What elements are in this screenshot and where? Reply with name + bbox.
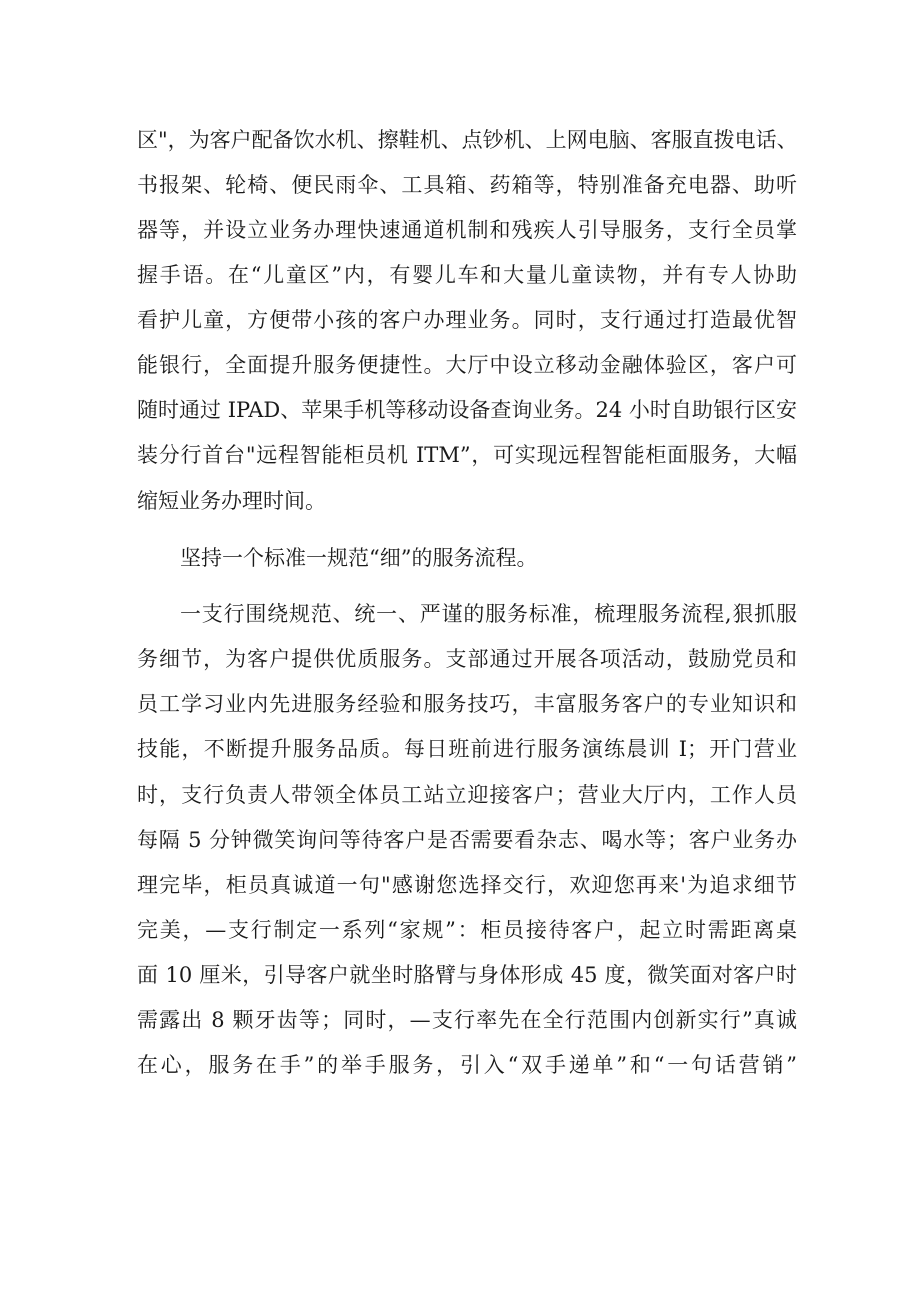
- paragraph-line: 理完毕，柜员真诚道一句"感谢您选择交行，欢迎您再来'为追求细节: [137, 873, 797, 897]
- paragraph-line: 一支行围绕规范、统一、严谨的服务标准，梳理服务流程,狠抓服: [180, 602, 797, 626]
- paragraph-line: 书报架、轮椅、便民雨伞、工具箱、药箱等，特别准备充电器、助听: [137, 173, 797, 197]
- paragraph-line: 器等，并设立业务办理快速通道机制和残疾人引导服务，支行全员掌: [137, 218, 797, 242]
- paragraph-line: 时，支行负责人带领全体员工站立迎接客户；营业大厅内，工作人员: [137, 783, 797, 807]
- paragraph-line: 务细节，为客户提供优质服务。支部通过开展各项活动，鼓励党员和: [137, 647, 797, 671]
- paragraph-line: 握手语。在“儿童区”内，有婴儿车和大量儿童读物，并有专人协助: [137, 263, 797, 287]
- paragraph-line: 能银行，全面提升服务便捷性。大厅中设立移动金融体验区，客户可: [137, 353, 797, 377]
- paragraph-line: 完美，—支行制定一系列“家规”：柜员接待客户，起立时需距离桌: [137, 918, 797, 942]
- paragraph-line: 员工学习业内先进服务经验和服务技巧，丰富服务客户的专业知识和: [137, 692, 797, 716]
- paragraph-line: 在心，服务在手”的举手服务，引入“双手递单”和“一句话营销”: [137, 1053, 797, 1077]
- paragraph-line: 区"，为客户配备饮水机、擦鞋机、点钞机、上网电脑、客服直拨电话、: [137, 128, 798, 152]
- paragraph-line: 装分行首台"远程智能柜员机 ITM”，可实现远程智能柜面服务，大幅: [137, 443, 797, 467]
- paragraph-line: 随时通过 IPAD、苹果手机等移动设备查询业务。24 小时自助银行区安: [137, 398, 797, 422]
- section-heading: 坚持一个标准一规范“细”的服务流程。: [180, 546, 538, 570]
- paragraph-line: 需露出 8 颗牙齿等；同时，—支行率先在全行范围内创新实行”真诚: [137, 1008, 797, 1032]
- paragraph-line: 每隔 5 分钟微笑询问等待客户是否需要看杂志、喝水等；客户业务办: [137, 828, 797, 852]
- paragraph-line: 看护儿童，方便带小孩的客户办理业务。同时，支行通过打造最优智: [137, 308, 797, 332]
- paragraph-line: 技能，不断提升服务品质。每日班前进行服务演练晨训 I；开门营业: [137, 737, 797, 761]
- paragraph-line: 面 10 厘米，引导客户就坐时胳臂与身体形成 45 度，微笑面对客户时: [137, 963, 797, 987]
- paragraph-line: 缩短业务办理时间。: [137, 489, 326, 513]
